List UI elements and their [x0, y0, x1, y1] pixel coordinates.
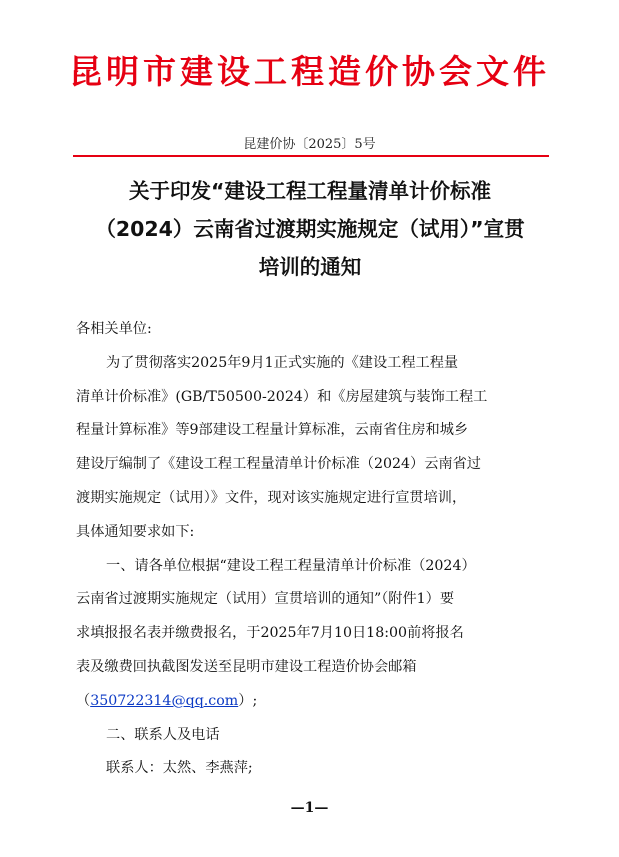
title-line: 培训的通知 — [258, 255, 362, 279]
email-line — [76, 685, 551, 719]
paragraph-line: 表及缴费回执截图发送至昆明市建设工程造价协会邮箱 — [76, 658, 417, 675]
notice-title — [70, 172, 550, 286]
document-header-title: 昆明市建设工程造价协会文件 — [69, 52, 550, 91]
notice-body — [76, 313, 551, 786]
paragraph-line: 为了贯彻落实2025年9月1正式实施的《建设工程工程量 — [106, 354, 459, 371]
paragraph-line: 云南省过渡期实施规定（试用）宣贯培训的通知”（附件1）要 — [76, 591, 455, 608]
email-open-paren: （ — [76, 692, 91, 709]
paragraph-line: 清单计价标准》(GB/T50500-2024）和《房屋建筑与装饰工程工 — [76, 388, 488, 405]
paragraph-line: 一、请各单位根据“建设工程工程量清单计价标准（2024） — [106, 557, 476, 574]
document-number: 昆建价协〔2025〕5号 — [243, 137, 376, 152]
page-number: —1— — [290, 800, 329, 816]
paragraph-line: 渡期实施规定（试用）》文件，现对该实施规定进行宣贯培训， — [76, 489, 467, 506]
red-divider-line — [73, 155, 549, 157]
email-link[interactable]: 350722314@qq.com — [90, 692, 239, 709]
paragraph-line: 程量计算标准》等9部建设工程量计算标准，云南省住房和城乡 — [76, 422, 469, 439]
paragraph-line: 求填报报名表并缴费报名，于2025年7月10日18:00前将报名 — [76, 625, 464, 642]
salutation: 各相关单位: — [76, 321, 152, 337]
section-heading-contacts: 二、联系人及电话 — [106, 726, 220, 743]
paragraph-line: 具体通知要求如下: — [76, 523, 195, 540]
paragraph-line: 建设厅编制了《建设工程工程量清单计价标准（2024）云南省过 — [76, 456, 481, 473]
email-close-paren: ）; — [238, 692, 258, 709]
contacts-line: 联系人：太然、李燕萍; — [106, 760, 253, 777]
title-line: 关于印发“建设工程工程量清单计价标准 — [129, 179, 491, 203]
title-line: （2024）云南省过渡期实施规定（试用）”宣贯 — [95, 217, 525, 241]
